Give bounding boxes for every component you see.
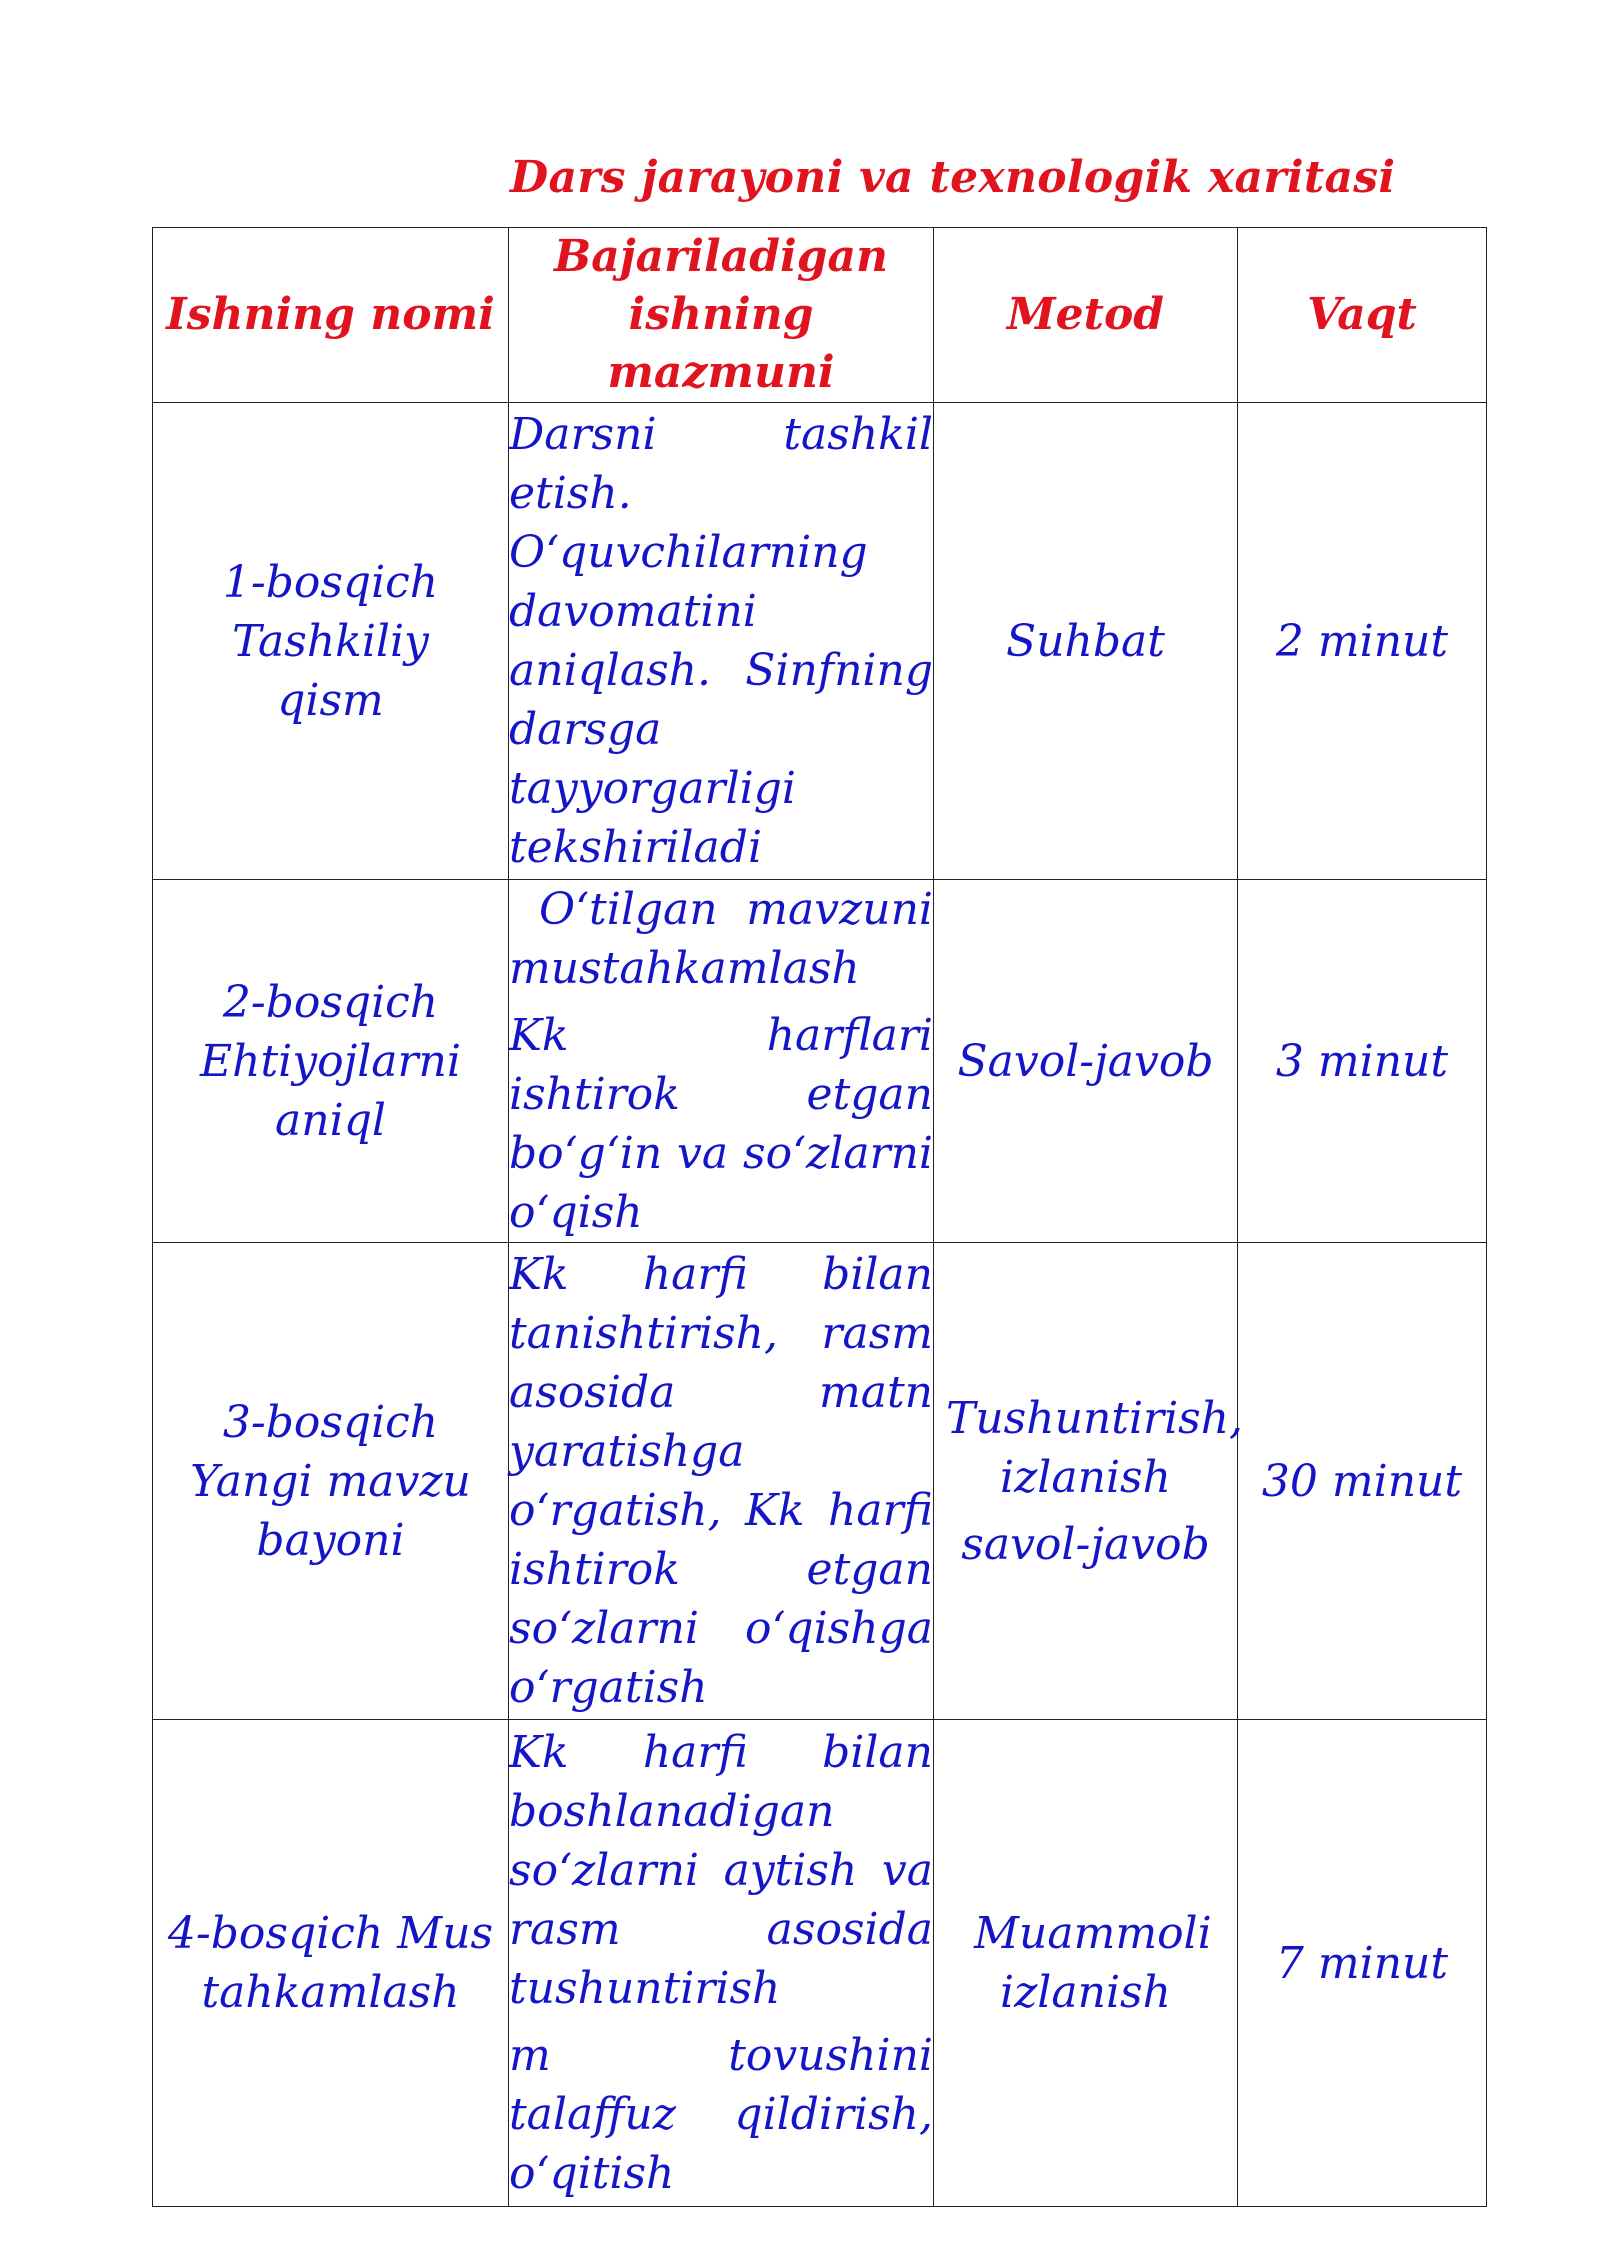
stage-content-cell — [509, 1720, 934, 2207]
stage-content: Kk harfi bilan tanishtirish, rasm asosida matn yaratishga o‘rgatish, Kk harfi ishtirok etgan so‘zlarni o‘qishga o‘rgatish — [509, 1249, 933, 1713]
stage-name: 4-bosqich Mustahkamlash — [167, 1908, 494, 2018]
header-time: Vaqt — [1238, 228, 1487, 403]
stage-method: Tushuntirish, izlanish — [946, 1392, 1244, 1503]
stage-name-cell — [153, 1243, 509, 1720]
stage-time: 3 minut — [1238, 880, 1487, 1243]
stage-time: 30 minut — [1238, 1243, 1487, 1720]
table-row — [153, 880, 1487, 1243]
stage-content-cell — [509, 1243, 934, 1720]
stage-content: O‘tilgan mavzuni mustahkamlash — [509, 884, 933, 994]
stage-content: Kk harfi bilan boshlanadigan so‘zlarni aytish va rasm asosida tushuntirish — [509, 1727, 933, 2014]
stage-time: 2 minut — [1238, 403, 1487, 880]
stage-method: Suhbat — [934, 403, 1238, 880]
lesson-technology-table — [152, 227, 1487, 2207]
table-row — [153, 1720, 1487, 2207]
stage-method-extra: savol-javob — [961, 1518, 1210, 1570]
stage-method-cell — [934, 1720, 1238, 2207]
header-work-content-text: Bajariladigan ishning mazmuni — [554, 231, 888, 398]
stage-content: Darsni tashkil etish. O‘quvchilarning davomatini aniqlash. Sinfning darsga tayyorgarligi tekshiriladi — [509, 409, 933, 873]
stage-method: Muammoli izlanish — [974, 1908, 1212, 2018]
stage-content-cell — [509, 880, 934, 1243]
stage-name-cell — [153, 1720, 509, 2207]
header-work-content — [509, 228, 934, 403]
stage-content-extra: m tovushini talaffuz qildirish, o‘qitish — [509, 2030, 933, 2199]
stage-name-cell — [153, 403, 509, 880]
table-row — [153, 1243, 1487, 1720]
stage-time: 7 minut — [1238, 1720, 1487, 2207]
stage-name: 3-bosqich Yangi mavzu bayoni — [190, 1396, 471, 1566]
header-work-name: Ishning nomi — [153, 228, 509, 403]
stage-content-extra: Kk harflari ishtirok etgan bo‘g‘in va so‘zlarni o‘qish — [509, 1010, 933, 1238]
stage-name-cell — [153, 880, 509, 1243]
table-row — [153, 403, 1487, 880]
stage-content-cell — [509, 403, 934, 880]
stage-name: 2-bosqich Ehtiyojlarni aniql — [200, 976, 461, 1146]
stage-method-cell — [934, 1243, 1244, 1720]
header-method: Metod — [934, 228, 1238, 403]
document-title: Dars jarayoni va texnologik xaritasi — [510, 152, 1396, 203]
stage-name: 1-bosqich Tashkiliy qism — [222, 556, 439, 726]
table-header-row — [153, 228, 1487, 403]
stage-method: Savol-javob — [934, 880, 1238, 1243]
